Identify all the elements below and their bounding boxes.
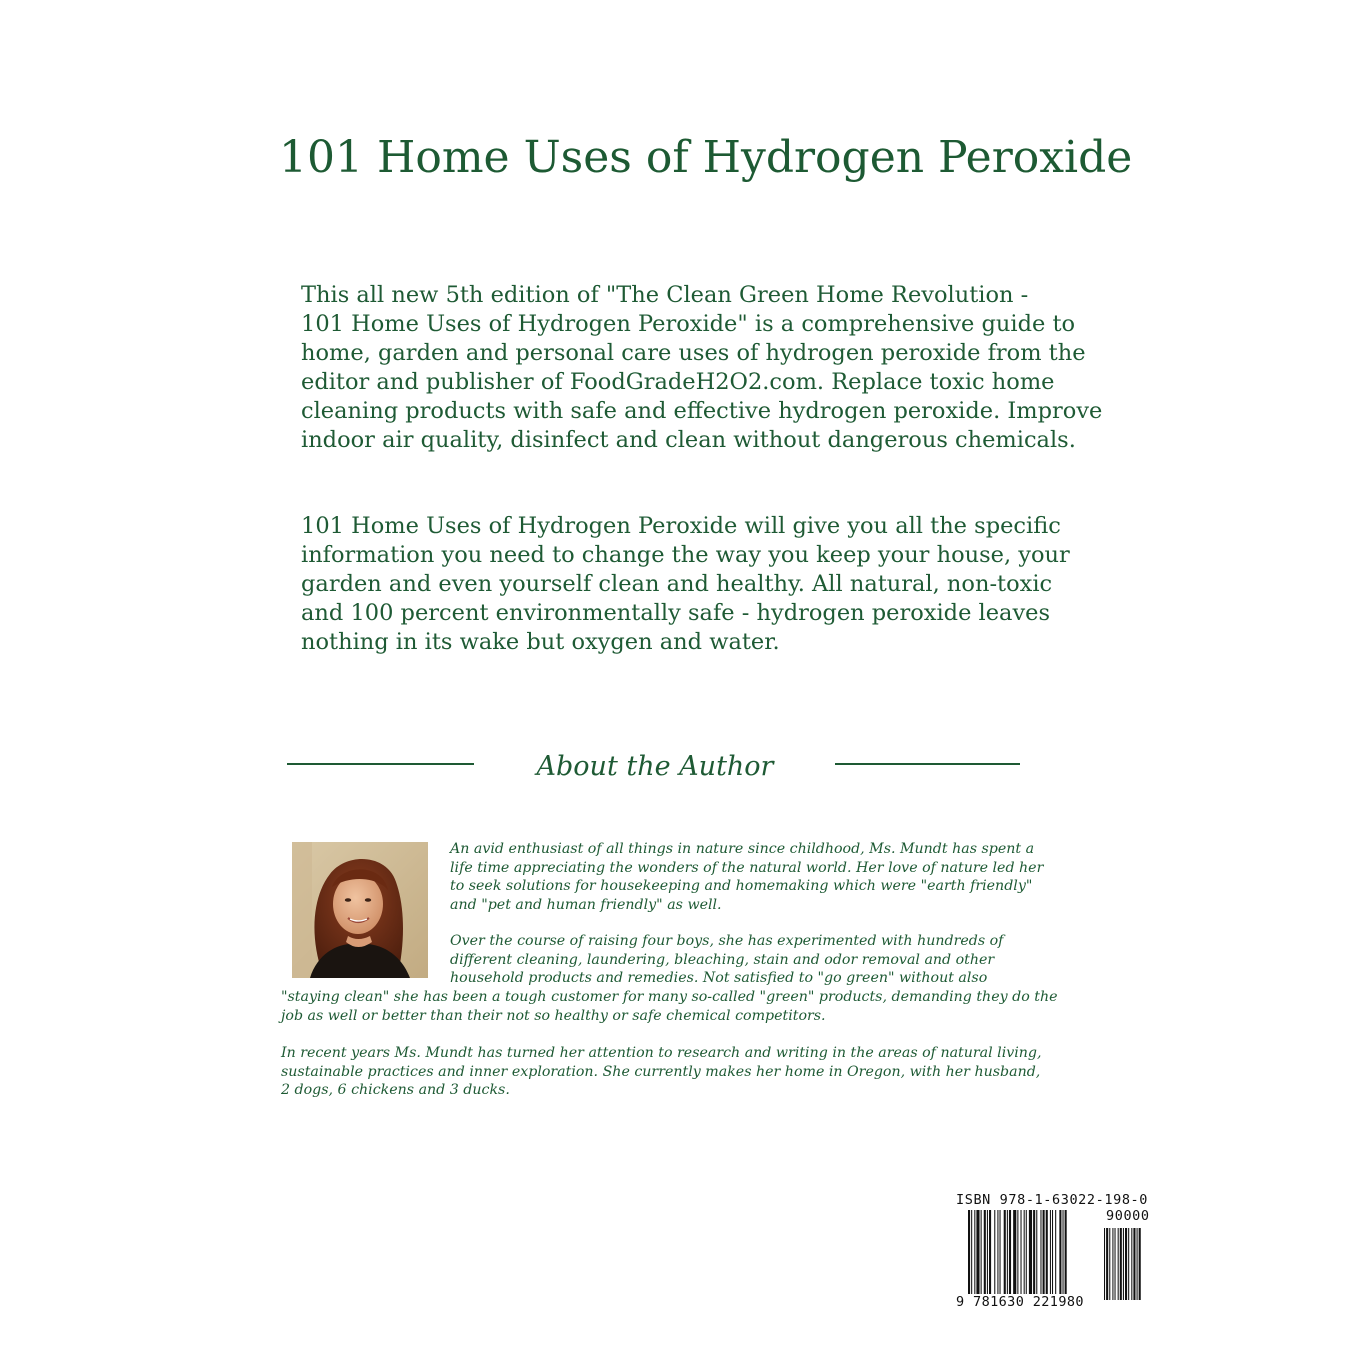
barcode-digits: 9 781630 221980 xyxy=(956,1294,1084,1310)
about-author-heading: About the Author xyxy=(536,751,774,782)
bio-line: Over the course of raising four boys, she has experimented with hundreds of xyxy=(450,933,1004,949)
barcode-bar xyxy=(1055,1210,1056,1300)
barcode-addon-bar xyxy=(1106,1228,1108,1300)
barcode-bar xyxy=(1050,1210,1051,1300)
barcode-bar xyxy=(1024,1210,1025,1300)
barcode-bar xyxy=(1009,1210,1011,1300)
barcode-bar xyxy=(968,1210,970,1300)
description-line: indoor air quality, disinfect and clean without dangerous chemicals. xyxy=(301,427,1076,453)
barcode-bar xyxy=(1000,1210,1001,1300)
barcode-bar xyxy=(1004,1210,1006,1300)
heading-divider-left xyxy=(287,763,474,765)
description-paragraph-2 xyxy=(301,512,1070,657)
description-line: nothing in its wake but oxygen and water. xyxy=(301,629,780,655)
description-line: home, garden and personal care uses of hydrogen peroxide from the xyxy=(301,340,1086,366)
author-bio-paragraph-2 xyxy=(450,932,1003,988)
barcode-addon-bar xyxy=(1125,1228,1127,1300)
description-line: information you need to change the way you keep your house, your xyxy=(301,542,1070,568)
bio-line: job as well or better than their not so healthy or safe chemical competitors. xyxy=(281,1007,826,1024)
barcode-bar xyxy=(989,1210,991,1300)
barcode-bar xyxy=(1065,1210,1067,1300)
barcode-bar xyxy=(1043,1210,1045,1300)
bio-line: "staying clean" she has been a tough customer for many so-called "green" products, demanding they do the xyxy=(281,989,1058,1005)
barcode-addon-bar xyxy=(1139,1228,1141,1300)
description-line: This all new 5th edition of "The Clean Green Home Revolution - xyxy=(301,282,1029,308)
book-title: 101 Home Uses of Hydrogen Peroxide xyxy=(279,132,1133,183)
description-line: editor and publisher of FoodGradeH2O2.com. Replace toxic home xyxy=(301,369,1055,395)
barcode-bar xyxy=(1052,1210,1053,1300)
barcode-bar xyxy=(976,1210,979,1300)
bio-line: household products and remedies. Not satisfied to "go green" without also xyxy=(450,970,988,986)
barcode-bar xyxy=(1026,1210,1027,1300)
barcode-addon-bar xyxy=(1115,1228,1116,1300)
barcode-bar xyxy=(1059,1210,1061,1300)
barcode-addon-bar xyxy=(1109,1228,1110,1300)
barcode-addon-bar xyxy=(1118,1228,1119,1300)
barcode-price-code: 90000 xyxy=(1106,1208,1150,1224)
barcode-bar xyxy=(1036,1210,1037,1300)
author-bio-paragraph-2-continued xyxy=(281,988,1058,1025)
barcode-addon-bar xyxy=(1128,1228,1129,1300)
barcode-addon-bar xyxy=(1123,1228,1124,1300)
barcode-addon-bar xyxy=(1112,1228,1113,1300)
barcode-bar xyxy=(1063,1210,1064,1300)
barcode-addon-bar xyxy=(1131,1228,1132,1300)
barcode-addon-bar xyxy=(1104,1228,1105,1300)
barcode-bar xyxy=(971,1210,972,1300)
bio-line: An avid enthusiast of all things in nature since childhood, Ms. Mundt has spent a xyxy=(450,841,1035,857)
barcode-bar xyxy=(1046,1210,1048,1300)
barcode-addon-bar xyxy=(1133,1228,1135,1300)
author-bio-paragraph-1 xyxy=(450,840,1043,914)
bio-line: and "pet and human friendly" as well. xyxy=(450,896,722,913)
barcode-addon-bar xyxy=(1137,1228,1138,1300)
description-line: and 100 percent environmentally safe - hydrogen peroxide leaves xyxy=(301,600,1051,626)
barcode-bar xyxy=(994,1210,995,1300)
barcode-bar xyxy=(1021,1210,1022,1300)
bio-line: In recent years Ms. Mundt has turned her attention to research and writing in the areas of natural living, xyxy=(281,1045,1042,1061)
barcode-bar xyxy=(981,1210,982,1300)
barcode-bar xyxy=(1029,1210,1032,1300)
barcode-bar xyxy=(1013,1210,1016,1300)
bio-line: to seek solutions for housekeeping and homemaking which were "earth friendly" xyxy=(450,878,1033,894)
barcode-bar xyxy=(1017,1210,1018,1300)
bio-line: sustainable practices and inner exploration. She currently makes her home in Oregon, with her husband, xyxy=(281,1063,1041,1080)
author-photo xyxy=(292,842,428,978)
barcode-bar xyxy=(1033,1210,1035,1300)
description-line: cleaning products with safe and effective hydrogen peroxide. Improve xyxy=(301,398,1103,424)
bio-line: life time appreciating the wonders of the natural world. Her love of nature led her xyxy=(450,859,1044,876)
description-paragraph-1 xyxy=(301,281,1103,455)
description-line: garden and even yourself clean and healthy. All natural, non-toxic xyxy=(301,571,1053,597)
heading-divider-right xyxy=(835,763,1020,765)
description-line: 101 Home Uses of Hydrogen Peroxide" is a comprehensive guide to xyxy=(301,311,1076,337)
isbn-label: ISBN 978-1-63022-198-0 xyxy=(956,1192,1149,1208)
barcode-addon-bar xyxy=(1120,1228,1122,1300)
barcode-bar xyxy=(974,1210,975,1300)
barcode-bar xyxy=(984,1210,986,1300)
description-line: 101 Home Uses of Hydrogen Peroxide will give you all the specific xyxy=(301,513,1061,539)
barcode-bar xyxy=(1007,1210,1008,1300)
bio-line: different cleaning, laundering, bleaching, stain and odor removal and other xyxy=(450,951,995,968)
barcode-bar xyxy=(1040,1210,1041,1300)
author-bio-paragraph-3 xyxy=(281,1044,1042,1100)
barcode-bar xyxy=(997,1210,998,1300)
bio-line: 2 dogs, 6 chickens and 3 ducks. xyxy=(281,1082,510,1098)
barcode-bar xyxy=(987,1210,988,1300)
isbn-barcode xyxy=(956,1192,1170,1317)
